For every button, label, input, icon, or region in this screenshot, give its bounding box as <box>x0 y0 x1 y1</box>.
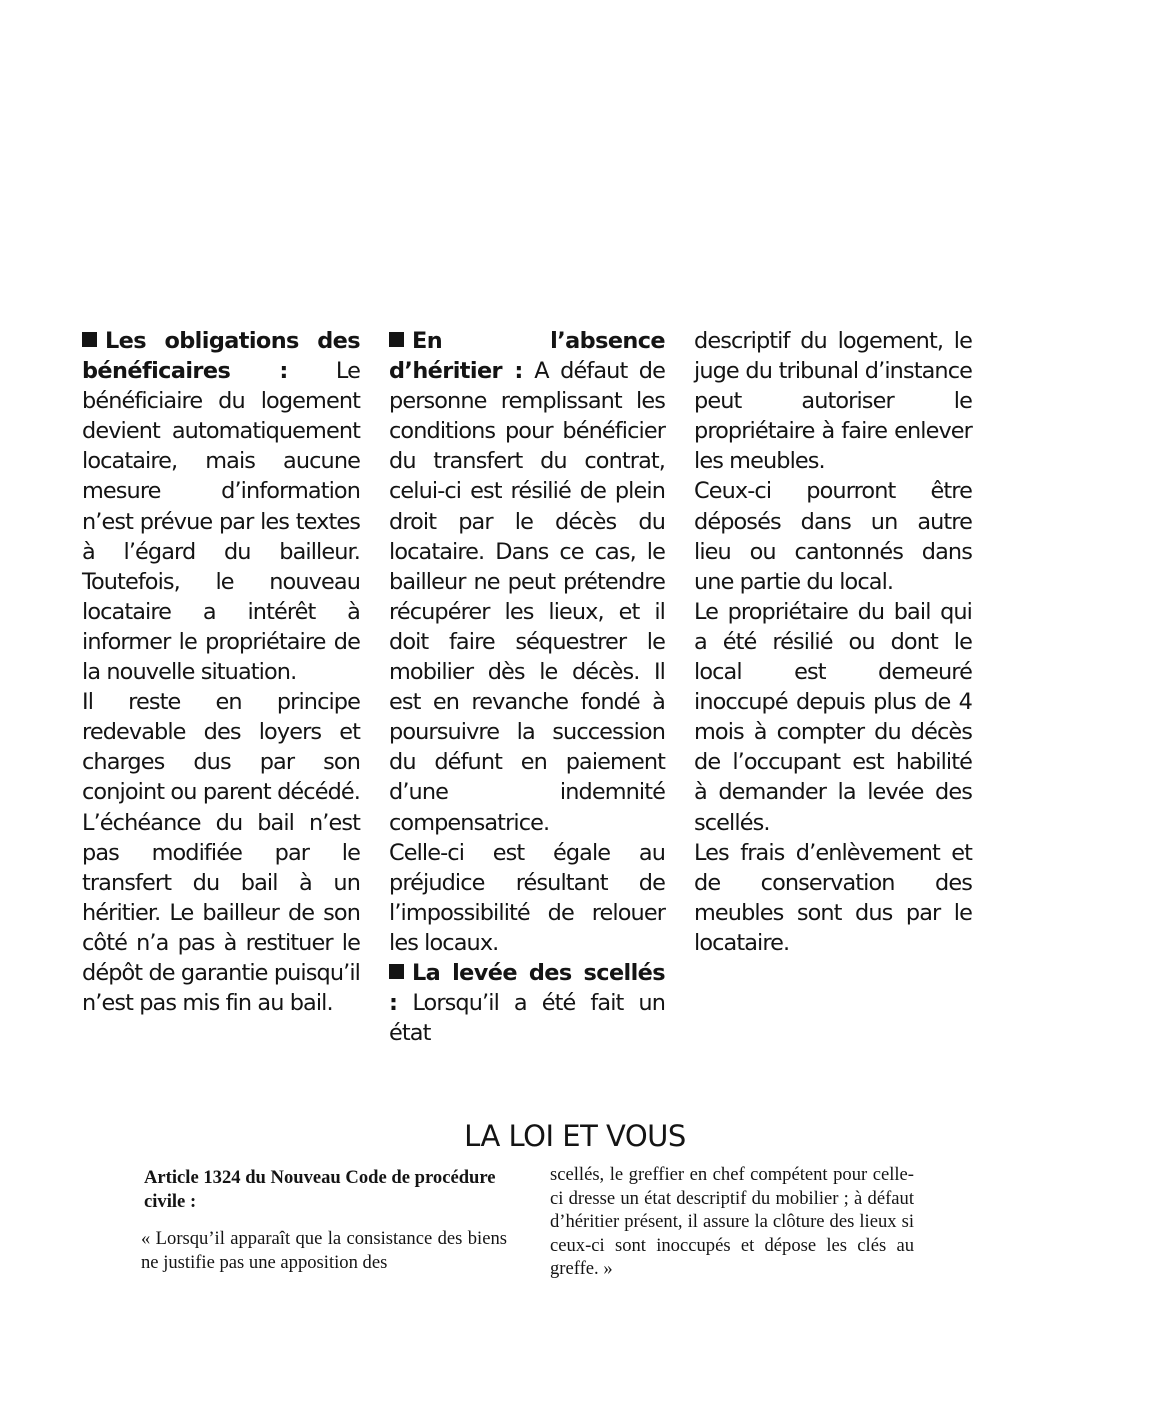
section-heading: En l’absence d’héritier : <box>389 328 665 385</box>
paragraph <box>389 958 665 1048</box>
article-quote-start: « Lorsqu’il apparaît que la consistance des biens ne justifie pas une apposition des <box>141 1228 507 1273</box>
column-1 <box>82 326 360 1018</box>
paragraph: Les frais d’enlèvement et de conservation des meubles sont dus par le locataire. <box>694 839 972 956</box>
column-3 <box>694 326 972 958</box>
paragraph: descriptif du logement, le juge du tribunal d’instance peut autoriser le propriétaire à faire enlever les meubles. <box>694 328 972 475</box>
article-quote-end: scellés, le greffier en chef compétent pour celle-ci dresse un état descriptif du mobilier ; à défaut d’héritier présent, il assure la clôture des lieux si ceux-ci sont inoccupés et dépose les clés au greffe. » <box>550 1164 914 1279</box>
paragraph: Le propriétaire du bail qui a été résilié ou dont le local est demeuré inoccupé depuis plus de 4 mois à compter du décès de l’occupant est habilité à demander la levée des scellés. <box>694 598 972 836</box>
paragraph: Il reste en principe redevable des loyers et charges dus par son conjoint ou parent décédé. L’échéance du bail n’est pas modifiée par le transfert du bail à un héritier. Le bailleur de son côté n’a pas à restituer le dépôt de garantie puisqu’il n’est pas mis fin au bail. <box>82 689 360 1017</box>
article-heading: Article 1324 du Nouveau Code de procédure civile : <box>144 1167 496 1212</box>
paragraph-text: A défaut de personne remplissant les conditions pour bénéficier du transfert du contrat, celui-ci est résilié de plein droit par le décès du locataire. Dans ce cas, le bailleur ne peut prétendre récupérer les lieux, et il doit faire séquestrer le mobilier dès le décès. Il est en revanche fondé à poursuivre la succession du défunt en paiement d’une indemnité compensatrice. <box>389 358 665 836</box>
paragraph <box>82 326 360 687</box>
paragraph-text: Le bénéficiaire du logement devient automatiquement locataire, mais aucune mesure d’information n’est prévue par les textes à l’égard du bailleur. Toutefois, le nouveau locataire a intérêt à informer le propriétaire de la nouvelle situation. <box>82 358 360 686</box>
box-title: LA LOI ET VOUS <box>464 1119 686 1153</box>
paragraph: Celle-ci est égale au préjudice résultant de l’impossibilité de relouer les locaux. <box>389 839 665 956</box>
law-box-left <box>141 1166 507 1274</box>
law-box-right <box>550 1163 914 1281</box>
square-bullet-icon <box>82 332 97 347</box>
paragraph <box>389 326 665 838</box>
section-heading: Les obligations des bénéficaires : <box>82 328 360 385</box>
paragraph: Ceux-ci pourront être déposés dans un autre lieu ou cantonnés dans une partie du local. <box>694 478 972 595</box>
square-bullet-icon <box>389 964 404 979</box>
column-2 <box>389 326 665 1048</box>
paragraph-text: Lorsqu’il a été fait un état <box>389 990 665 1047</box>
section-heading: La levée des scellés : <box>389 959 665 1017</box>
square-bullet-icon <box>389 332 404 347</box>
